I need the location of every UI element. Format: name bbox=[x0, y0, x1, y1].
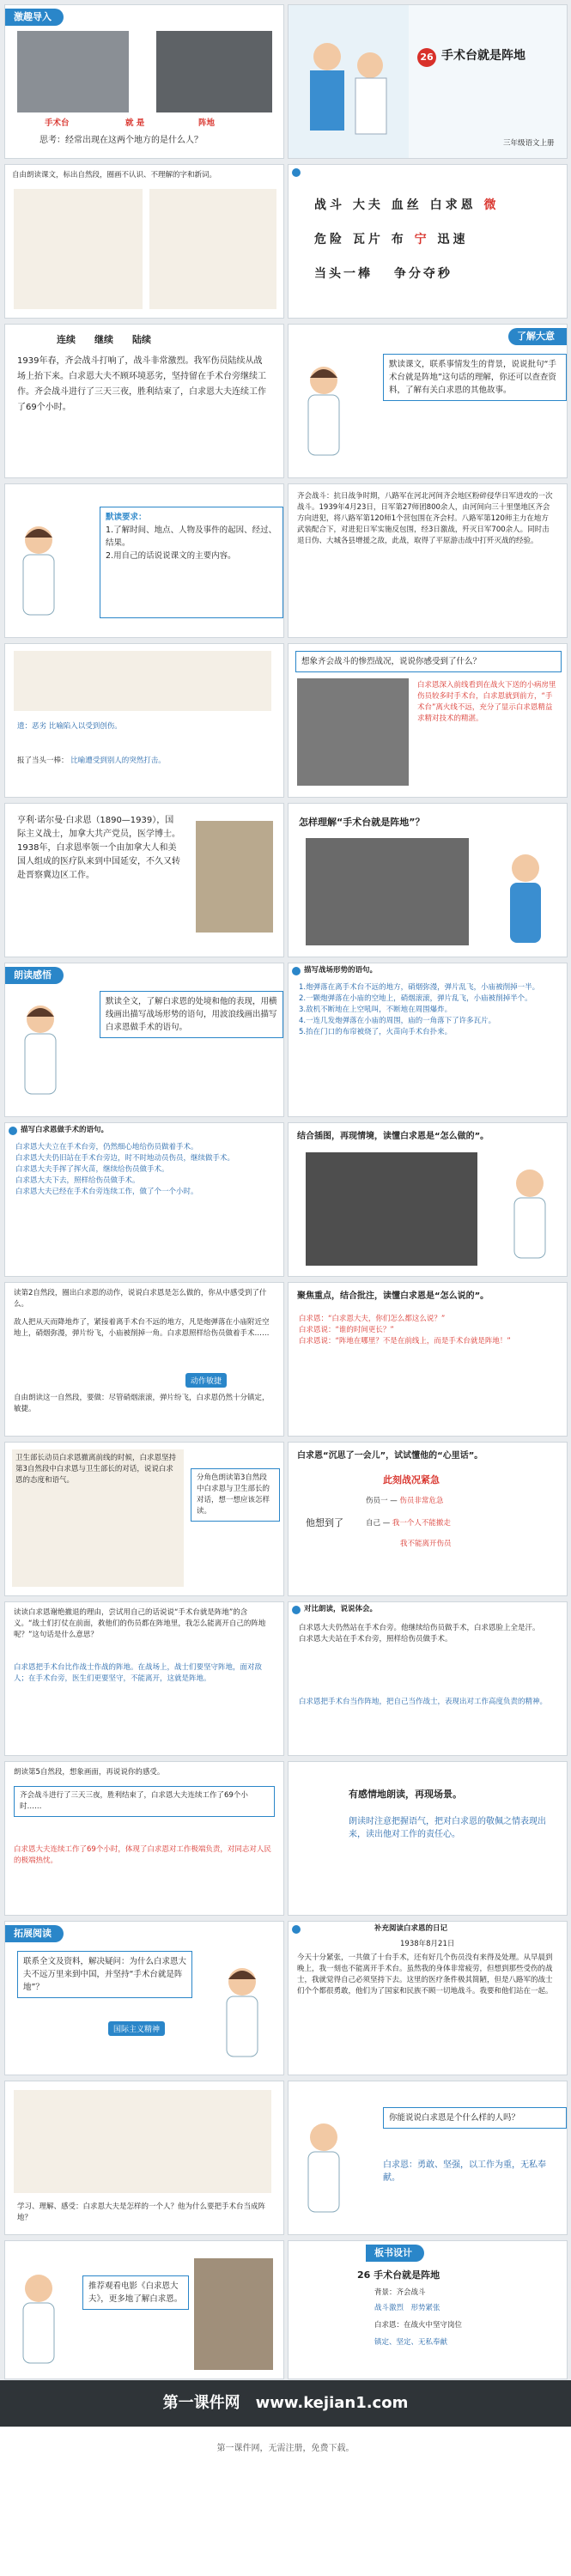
doctor-illustration bbox=[503, 1162, 556, 1265]
bethune-bio: 亨利·诺尔曼·白求恩（1890—1939），国际主义战士，加拿大共产党员，医学博士。1938年，白求恩率领一个由加拿大人和美国人组成的医疗队来到中国延安，不久又转赴晋察冀边区工作。 bbox=[17, 816, 180, 880]
slide-picture-scene bbox=[289, 1123, 567, 1276]
board-line: 白求恩：在战火中坚守岗位 bbox=[374, 2321, 463, 2330]
nurse-illustration bbox=[297, 359, 350, 462]
question-box: 想象齐会战斗的惨烈战况，说说你感受到了什么？ bbox=[295, 651, 562, 672]
nurse-illustration bbox=[216, 1960, 269, 2063]
question-title: 聚焦重点，结合批注，读懂白求恩是“怎么说的”。 bbox=[297, 1291, 489, 1301]
sentence-list bbox=[299, 982, 556, 1038]
word: 宁 bbox=[414, 233, 430, 246]
slide-battle-sentences bbox=[289, 963, 567, 1116]
sentence: 1.炮弹落在离手术台不远的地方，硝烟弥漫，弹片乱飞，小庙被削掉一半。 bbox=[299, 983, 540, 992]
meaning-term-1: 遗：恶劣 比喻陷入以受到创伤。 bbox=[17, 722, 122, 731]
compare-list bbox=[299, 1623, 556, 1645]
task-box: 分角色朗读第3自然段中白求恩与卫生部长的对话，想一想应该怎样读。 bbox=[191, 1468, 280, 1522]
quote-list bbox=[299, 1314, 556, 1347]
word: 当头一棒 bbox=[314, 267, 373, 281]
instruction-text: 读读白求恩谢绝撤退的理由，尝试用自己的话说说“手术台就是阵地”的含义。“战士们打仗在前面，救他们的伤员都在阵地里，我怎么能离开自己的阵地呢？”这句话是什么意思？ bbox=[14, 1608, 266, 1639]
note-text: 白求恩把手术台当作阵地，把自己当作战士，表现出对工作高度负责的精神。 bbox=[299, 1698, 548, 1706]
section-title: 描写白求恩做手术的语句。 bbox=[21, 1126, 109, 1134]
sentence-list bbox=[15, 1142, 273, 1198]
word: 白求恩 bbox=[429, 198, 477, 212]
diary-date: 1938年8月21日 bbox=[400, 1940, 455, 1948]
slide-background bbox=[289, 484, 567, 637]
footer bbox=[0, 2380, 571, 2576]
answer-text: 白求恩把手术台比作战士作战的阵地。在战场上，战士们要坚守阵地，面对敌人；在手术台旁，医生们更要坚守，不能离开，这就是阵地。 bbox=[14, 1663, 263, 1683]
text-excerpt-image bbox=[14, 2090, 271, 2193]
slide-imagine bbox=[289, 644, 567, 797]
task-box: 默读课文，联系事情发生的背景，说说批句“手术台就是阵地”这句话的理解，你还可以查查资料，了解有关白求恩的其他故事。 bbox=[383, 354, 567, 401]
section-title: 描写战场形势的语句。 bbox=[304, 966, 378, 975]
slide-word-usage bbox=[5, 325, 283, 477]
thought-2: 自己 — 我一个人不能撤走 bbox=[366, 1519, 451, 1528]
slide-movie bbox=[5, 2241, 283, 2379]
board-title: 26 手术台就是阵地 bbox=[357, 2269, 440, 2281]
word-paragraph: 1939年春，齐会战斗打响了，战斗非常激烈。我军伤员陆续从战场上抬下来。白求恩大夫不顾环境恶劣，坚持留在手术台旁继续工作。齐会战斗进行了三天三夜，胜利结束了，白求恩大夫连续工作了69个小时。 bbox=[17, 356, 266, 412]
footer-note: 第一课件网，无需注册，免费下载。 bbox=[216, 2444, 355, 2453]
word: 微 bbox=[483, 198, 500, 212]
section-tag: 拓展阅读 bbox=[5, 1925, 64, 1942]
word: 迅速 bbox=[437, 233, 469, 246]
doctors-illustration bbox=[289, 5, 409, 158]
label-is: 就 是 bbox=[125, 118, 145, 128]
reading-guide: 自由朗读这一自然段，要做：尽管硝烟滚滚，弹片纷飞，白求恩仍然十分镇定，敏捷。 bbox=[14, 1394, 270, 1413]
vocab-row-1 bbox=[314, 199, 500, 212]
slide-paragraph-5 bbox=[5, 1762, 283, 1915]
slide-dialogue bbox=[5, 1443, 283, 1595]
textbook-page-image bbox=[14, 189, 143, 309]
slide-how-understand bbox=[289, 804, 567, 957]
sentence: 白求恩大夫立在手术台旁，仍然细心地给伤员做着手术。 bbox=[15, 1143, 198, 1151]
board-line: 镇定、坚定、无私奉献 bbox=[374, 2338, 448, 2347]
text-excerpt-image bbox=[14, 651, 271, 711]
sentence: 2.一颗炮弹落在小庙的空地上，硝烟滚滚，弹片乱飞，小庙被削掉半个。 bbox=[299, 994, 532, 1003]
sentence: 白求恩大夫手挥了挥火苗，继续给伤员做手术。 bbox=[15, 1165, 169, 1174]
reading-requirements bbox=[100, 507, 283, 618]
answer-text: 白求恩：勇敢、坚强，以工作为重，无私奉献。 bbox=[383, 2160, 546, 2183]
slide-read-feel bbox=[5, 963, 283, 1116]
word: 瓦片 bbox=[352, 233, 384, 246]
footer-brand[interactable]: 第一课件网 www.kejian1.com bbox=[0, 2380, 571, 2427]
sentence: 4.一连几发炮弹落在小庙的周围，庙的一角落下了许多瓦片。 bbox=[299, 1017, 496, 1025]
quote-box: 齐会战斗进行了三天三夜，胜利结束了，白求恩大夫连续工作了69个小时…… bbox=[14, 1786, 275, 1817]
doctor-illustration bbox=[297, 2116, 350, 2219]
section-tag: 了解大意 bbox=[508, 328, 567, 345]
intro-question: 思考：经常出现在这两个地方的是什么人？ bbox=[39, 136, 203, 145]
word: 布 bbox=[391, 233, 407, 246]
task-box: 默读全文，了解白求恩的处境和他的表现，用横线画出描写战场形势的语句，用波浪线画出描写白求恩做手术的语句。 bbox=[100, 991, 283, 1038]
word: 大夫 bbox=[352, 198, 384, 212]
question-box: 你能说说白求恩是个什么样的人吗？ bbox=[383, 2107, 567, 2129]
slide-character bbox=[289, 2081, 567, 2234]
sentence: 3.敌机不断地在上空吼叫，不断地在周围爆炸。 bbox=[299, 1005, 453, 1014]
slide-what-said bbox=[289, 1283, 567, 1436]
vocab-row-2 bbox=[314, 234, 469, 246]
board-line: 战斗激烈 形势紧张 bbox=[374, 2304, 440, 2312]
thought-label: 他想到了 bbox=[306, 1517, 343, 1528]
box-title: 默读要求： bbox=[106, 513, 147, 522]
thought-3: 我不能离开伤员 bbox=[400, 1540, 452, 1548]
vocab-row-3 bbox=[314, 268, 453, 281]
word: 危险 bbox=[314, 233, 345, 246]
slide-title bbox=[289, 5, 567, 158]
slide-intro bbox=[5, 5, 283, 158]
doctor-illustration bbox=[499, 847, 552, 950]
word: 血丝 bbox=[391, 198, 422, 212]
section-tag: 板书设计 bbox=[366, 2245, 424, 2262]
section-tag: 激趣导入 bbox=[5, 9, 64, 26]
lesson-title: 手术台就是阵地 bbox=[441, 49, 525, 63]
word-choices: 连续 继续 陆续 bbox=[57, 334, 151, 345]
diary-text: 今天十分紧张，一共做了十台手术，还有好几个伤员没有来得及处理。从早晨到晚上，我一刻也不能离开手术台。虽然我的身体非常疲劳，但想到那些受伤的战士，我就觉得自己必须坚持下去。这里的医疗条件极其简陋，但是八路军的战士们个个都很勇敢，他们为了国家和民族不顾一切地战斗。我要和他们站在一起。 bbox=[297, 1953, 553, 1996]
lesson-number: 26 bbox=[417, 48, 436, 67]
slide-inner-thoughts bbox=[289, 1443, 567, 1595]
question-title: 有感情地朗读，再现场景。 bbox=[349, 1789, 462, 1800]
word: 争分夺秒 bbox=[393, 267, 453, 281]
instruction-text: 读第2自然段，圈出白求恩的动作，说说白求恩是怎么做的，你从中感受到了什么。 bbox=[14, 1289, 267, 1309]
question-title: 白求恩“沉思了一会儿”，试试懂他的“心里话”。 bbox=[297, 1451, 483, 1461]
sentence: 白求恩大夫仍然站在手术台旁。他继续给伤员做手术，白求恩脸上全是汗。 bbox=[299, 1624, 540, 1632]
slide-read-aloud bbox=[5, 165, 283, 318]
battlefield-photo bbox=[156, 31, 272, 112]
quote: 白求恩说：“谁的时间更长？” bbox=[299, 1326, 394, 1334]
answer-text: 白求恩深入前线看到在战火下送的小病房里伤员较多时手术台，白求恩就到前方，“手术台”离火线不远，充分了显示白求恩精益求精对技术的精湛。 bbox=[417, 681, 556, 723]
nurse-illustration bbox=[14, 998, 67, 1101]
slide-paragraph-2 bbox=[5, 1283, 283, 1436]
requirement-item: 2.用自己的话说说课文的主要内容。 bbox=[106, 551, 236, 561]
reflection-text: 学习、理解、感受：白求恩大夫是怎样的一个人？他为什么要把手术台当成阵地？ bbox=[17, 2202, 266, 2222]
slide-surgery-sentences bbox=[5, 1123, 283, 1276]
bethune-photo bbox=[306, 838, 469, 945]
question-box: 联系全文及资料，解决疑问：为什么白求恩大夫不远万里来到中国，并坚持“手术台就是阵地”？ bbox=[17, 1951, 192, 1998]
section-title: 补充阅读白求恩的日记 bbox=[374, 1924, 448, 1933]
sentence: 白求恩大夫已经在手术台旁连续工作，做了个一个小时。 bbox=[15, 1188, 198, 1196]
instruction-text: 自由朗读课文，标出自然段，圈画不认识、不理解的字和新词。 bbox=[12, 171, 217, 179]
guide-text: 朗读时注意把握语气，把对白求恩的敬佩之情表现出来，读出他对工作的责任心。 bbox=[349, 1817, 546, 1839]
label-battlefield: 阵地 bbox=[198, 118, 216, 128]
textbook-page-image-2 bbox=[149, 189, 276, 309]
sentence: 5.抬在门口的布帘被烧了，火苗向手术台扑来。 bbox=[299, 1028, 453, 1036]
slide-compare bbox=[289, 1602, 567, 1755]
pin-icon bbox=[9, 1127, 17, 1135]
question-title: 结合插图，再现情境，读懂白求恩是“怎么做的”。 bbox=[297, 1132, 489, 1141]
battle-background: 齐会战斗：抗日战争时期，八路军在河北河间齐会地区粉碎侵华日军进攻的一次战斗。1939年4月23日，日军第27师团800余人，由河间向三十里堡地区齐会方向进犯，将八路军第120师1个营包围在齐会村。八路军第120师主力在地方武装配合下，对进犯日军实施反包围，经3日激战，歼灭日军700余人。同时击退日伪、大城各县增援之敌，此战，取得了平原游击战中打歼灭战的经验。 bbox=[297, 492, 553, 545]
pin-icon bbox=[292, 1925, 301, 1934]
paragraph-excerpt: 敌人把从天而降地炸了，紧接着离手术台不远的地方，凡是炮弹落在小庙附近空地上，硝烟弥漫，弹片纷飞，小庙被削掉一角。白求恩照样给伤员做着手术…… bbox=[14, 1318, 270, 1338]
slide-diary bbox=[289, 1922, 567, 2075]
slide-understand bbox=[289, 325, 567, 477]
pin-icon bbox=[292, 1606, 301, 1614]
quote: 白求恩说：“阵地在哪里？不是在前线上，而是手术台就是阵地！” bbox=[299, 1337, 511, 1346]
quote: 白求恩：“白求恩大夫，你们怎么都这么说？” bbox=[299, 1315, 446, 1323]
slide-bethune-bio bbox=[5, 804, 283, 957]
slide-reading-task bbox=[5, 484, 283, 637]
slide-meaning bbox=[5, 1602, 283, 1755]
movie-poster-image bbox=[194, 2258, 273, 2370]
sentence: 白求恩大夫下去，照样给伤员做手术。 bbox=[15, 1176, 140, 1185]
slide-vocabulary bbox=[289, 165, 567, 318]
thought-1: 伤员一 — 伤员非常危急 bbox=[366, 1497, 444, 1505]
grade-label: 三年级语文上册 bbox=[503, 139, 555, 148]
label-operating-table: 手术台 bbox=[45, 118, 70, 128]
sentence: 白求恩大夫仍旧站在手术台旁边，时不时地动员伤员，继续做手术。 bbox=[15, 1154, 235, 1163]
nurse-illustration bbox=[12, 519, 65, 622]
board-line: 背景：齐会战斗 bbox=[374, 2288, 426, 2297]
slide-reflection bbox=[5, 2081, 283, 2234]
pin-icon bbox=[292, 967, 301, 975]
dialogue-text: 卫生部长动员白求恩撤离前线的时候，白求恩坚持第3自然段中白求恩与卫生部长的对话，说说白求恩的态度和语气。 bbox=[15, 1454, 177, 1485]
meaning-term-2: 报了当头一棒： 比喻遭受到别人的突然打击。 bbox=[17, 756, 166, 765]
question-title: 怎样理解“手术台就是阵地”？ bbox=[299, 817, 425, 828]
pin-icon bbox=[292, 168, 301, 177]
word: 战斗 bbox=[314, 198, 345, 212]
annotation-bubble: 动作敏捷 bbox=[185, 1373, 227, 1388]
recommend-box: 推荐观看电影《白求恩大夫》，更多地了解白求恩。 bbox=[82, 2275, 189, 2310]
answer-tag: 国际主义精神 bbox=[108, 2021, 165, 2036]
sentence: 白求恩大夫站在手术台旁，照样给伤员做手术。 bbox=[299, 1635, 453, 1643]
section-title: 对比朗读，说说体会。 bbox=[304, 1605, 378, 1613]
slide-extended-reading bbox=[5, 1922, 283, 2075]
slide-blackboard bbox=[289, 2241, 567, 2379]
operation-photo bbox=[306, 1152, 477, 1266]
slide-words-meaning bbox=[5, 644, 283, 797]
bethune-sculpture-image bbox=[196, 821, 273, 933]
requirement-item: 1.了解时间、地点、人物及事件的起因、经过、结果。 bbox=[106, 526, 277, 548]
instruction-text: 朗读第5自然段，想象画面，再说说你的感受。 bbox=[14, 1768, 165, 1777]
section-tag: 朗读感悟 bbox=[5, 967, 64, 984]
nurse-illustration bbox=[12, 2267, 65, 2370]
surgery-photo bbox=[17, 31, 129, 112]
situation-label: 此刻战况紧急 bbox=[383, 1474, 440, 1485]
slide-recite bbox=[289, 1762, 567, 1915]
surgery-photo bbox=[297, 678, 409, 786]
note-text: 白求恩大夫连续工作了69个小时，体现了白求恩对工作极端负责，对同志对人民的极端热忱。 bbox=[14, 1845, 271, 1865]
